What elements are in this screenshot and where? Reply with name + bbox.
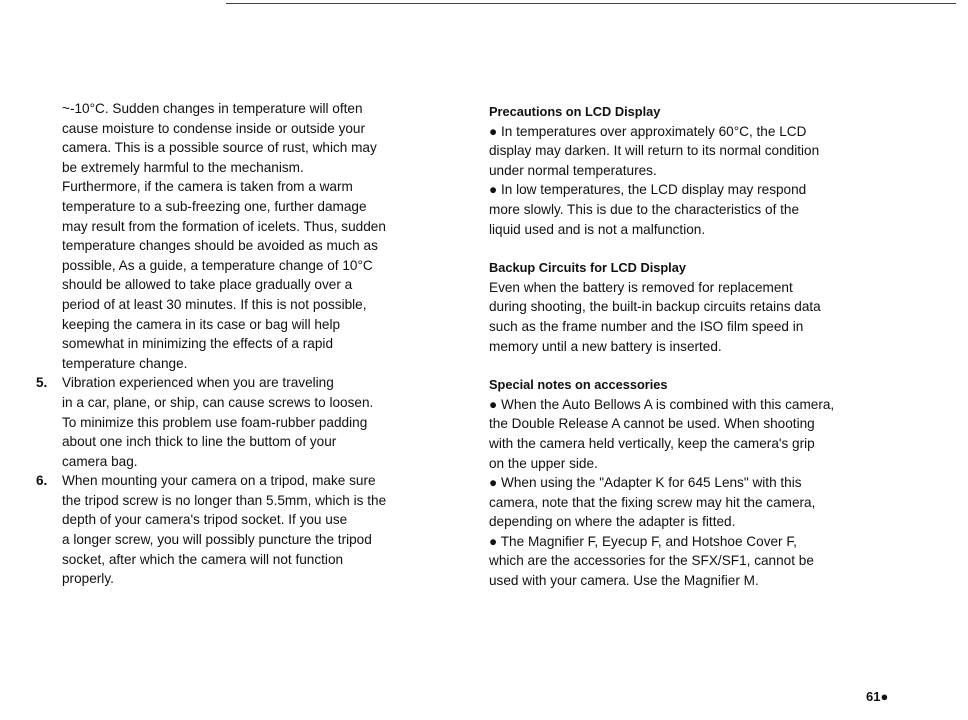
list-item-6 <box>36 471 462 589</box>
text-line: during shooting, the built-in backup circuits retains data <box>489 299 821 315</box>
text-line: Vibration experienced when you are traveling <box>62 375 334 391</box>
text-line: keeping the camera in its case or bag will help <box>62 316 341 332</box>
intro-paragraph <box>62 99 462 373</box>
text-line: the Double Release A cannot be used. When shooting <box>489 416 815 432</box>
text-line: more slowly. This is due to the characteristics of the <box>489 201 800 217</box>
section-heading: Special notes on accessories <box>489 377 668 393</box>
item-number: 6. <box>36 473 48 489</box>
text-line: depending on where the adapter is fitted. <box>489 514 736 530</box>
top-rule <box>226 3 956 4</box>
text-line: liquid used and is not a malfunction. <box>489 221 706 237</box>
text-line: may result from the formation of icelets. Thus, sudden <box>62 218 386 234</box>
text-line: socket, after which the camera will not function <box>62 551 344 567</box>
text-line: a longer screw, you will possibly puncture the tripod <box>62 532 372 548</box>
text-line: display may darken. It will return to its normal condition <box>489 143 820 159</box>
text-line: ● The Magnifier F, Eyecup F, and Hotshoe Cover F, <box>489 533 797 549</box>
text-line: Even when the battery is removed for replacement <box>489 279 793 295</box>
text-line: such as the frame number and the ISO film speed in <box>489 318 804 334</box>
text-line: in a car, plane, or ship, can cause screws to loosen. <box>62 394 374 410</box>
text-line: camera bag. <box>62 453 138 469</box>
text-line: under normal temperatures. <box>489 162 657 178</box>
text-line: with the camera held vertically, keep the camera's grip <box>489 435 815 451</box>
text-line: somewhat in minimizing the effects of a rapid <box>62 336 333 352</box>
text-line: When mounting your camera on a tripod, make sure <box>62 473 376 489</box>
text-line: camera. This is a possible source of rust, which may <box>62 140 377 156</box>
text-line: possible, As a guide, a temperature change of 10°C <box>62 257 373 273</box>
text-line: To minimize this problem use foam-rubber padding <box>62 414 368 430</box>
text-line: depth of your camera's tripod socket. If you use <box>62 512 348 528</box>
text-line: be extremely harmful to the mechanism. <box>62 159 304 175</box>
text-line: ● In temperatures over approximately 60°C, the LCD <box>489 123 807 139</box>
text-line: camera, note that the fixing screw may hit the camera, <box>489 494 816 510</box>
text-line: Furthermore, if the camera is taken from a warm <box>62 179 353 195</box>
section-backup-circuits <box>489 258 904 356</box>
text-line: used with your camera. Use the Magnifier M. <box>489 573 759 589</box>
text-line: cause moisture to condense inside or outside your <box>62 120 366 136</box>
section-lcd-precautions <box>489 102 904 239</box>
right-column <box>489 102 904 610</box>
text-line: ~-10°C. Sudden changes in temperature will often <box>62 101 363 116</box>
section-accessories <box>489 375 904 591</box>
text-line: ● In low temperatures, the LCD display may respond <box>489 182 807 198</box>
item-number: 5. <box>36 375 48 391</box>
text-line: properly. <box>62 571 114 587</box>
section-heading: Backup Circuits for LCD Display <box>489 260 686 276</box>
text-line: which are the accessories for the SFX/SF1, cannot be <box>489 553 814 569</box>
left-column <box>36 99 462 589</box>
text-line: ● When using the "Adapter K for 645 Lens" with this <box>489 475 802 491</box>
page-number: 61● <box>866 689 889 704</box>
list-item-5 <box>36 373 462 471</box>
text-line: ● When the Auto Bellows A is combined with this camera, <box>489 396 835 412</box>
text-line: period of at least 30 minutes. If this is not possible, <box>62 296 367 312</box>
text-line: about one inch thick to line the buttom of your <box>62 434 337 450</box>
text-line: memory until a new battery is inserted. <box>489 338 722 354</box>
text-line: temperature changes should be avoided as much as <box>62 238 378 254</box>
text-line: should be allowed to take place gradually over a <box>62 277 353 293</box>
text-line: temperature to a sub-freezing one, further damage <box>62 198 367 214</box>
text-line: temperature change. <box>62 355 188 371</box>
text-line: on the upper side. <box>489 455 598 471</box>
text-line: the tripod screw is no longer than 5.5mm, which is the <box>62 492 387 508</box>
section-heading: Precautions on LCD Display <box>489 104 661 119</box>
